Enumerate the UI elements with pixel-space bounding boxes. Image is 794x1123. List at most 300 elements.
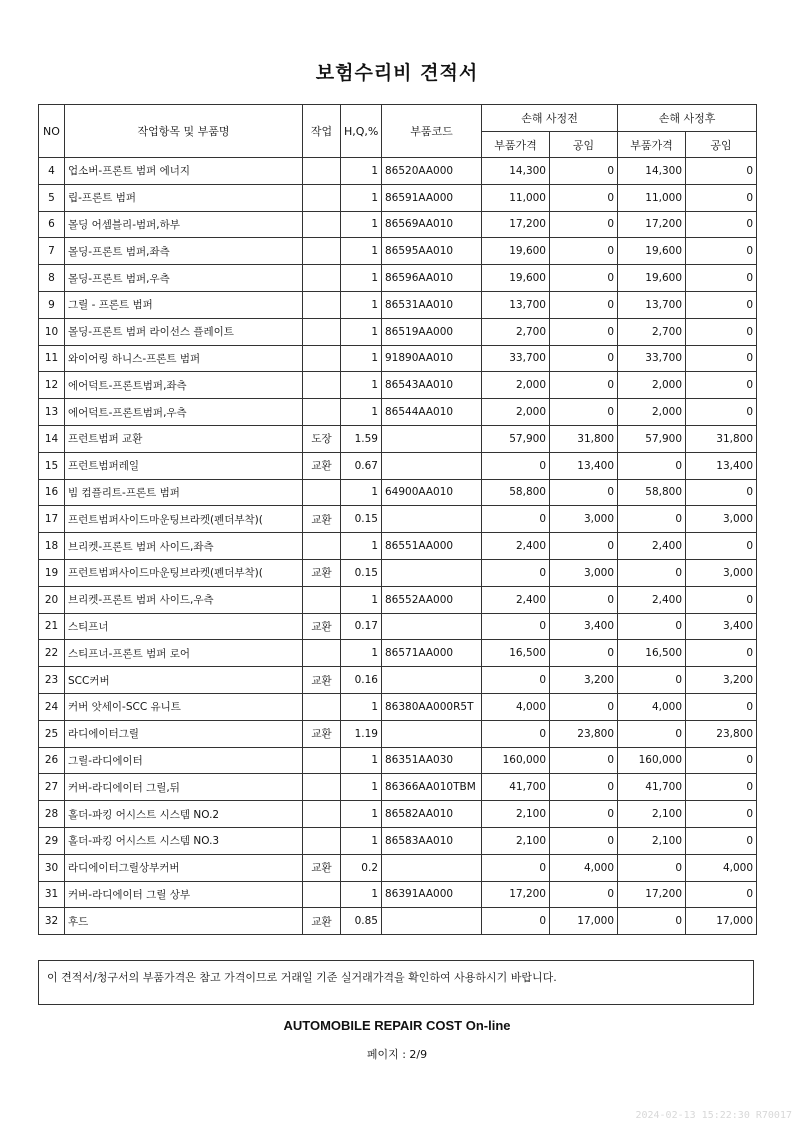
row-item-name: 몰딩-프론트 범퍼 라이선스 플레이트 xyxy=(65,318,303,345)
row-before-labor: 0 xyxy=(550,479,618,506)
row-item-name: 커버 앗세이-SCC 유니트 xyxy=(65,693,303,720)
table-row xyxy=(39,667,757,694)
header-code: 부품코드 xyxy=(382,105,482,158)
row-hq: 1 xyxy=(341,533,382,560)
row-before-labor: 0 xyxy=(550,640,618,667)
row-part-code xyxy=(382,854,482,881)
row-no: 30 xyxy=(39,854,65,881)
table-row xyxy=(39,506,757,533)
row-item-name: 커버-라디에이터 그릴 상부 xyxy=(65,881,303,908)
row-after-price: 16,500 xyxy=(618,640,686,667)
row-no: 26 xyxy=(39,747,65,774)
row-after-price: 41,700 xyxy=(618,774,686,801)
row-before-price: 160,000 xyxy=(482,747,550,774)
estimate-rows xyxy=(39,158,757,935)
table-row xyxy=(39,881,757,908)
row-after-price: 0 xyxy=(618,613,686,640)
table-row xyxy=(39,479,757,506)
row-before-labor: 0 xyxy=(550,291,618,318)
row-after-price: 0 xyxy=(618,559,686,586)
row-after-labor: 0 xyxy=(686,211,757,238)
page-number: 페이지 : 2/9 xyxy=(366,1048,428,1061)
row-hq: 0.16 xyxy=(341,667,382,694)
row-no: 21 xyxy=(39,613,65,640)
table-row xyxy=(39,908,757,935)
row-after-price: 19,600 xyxy=(618,238,686,265)
table-row xyxy=(39,318,757,345)
table-row xyxy=(39,399,757,426)
row-after-price: 4,000 xyxy=(618,693,686,720)
row-item-name: 스티프너 xyxy=(65,613,303,640)
row-before-price: 19,600 xyxy=(482,238,550,265)
row-after-labor: 0 xyxy=(686,827,757,854)
row-item-name: 빔 컴플리트-프론트 범퍼 xyxy=(65,479,303,506)
row-after-price: 2,000 xyxy=(618,372,686,399)
row-after-labor: 31,800 xyxy=(686,425,757,452)
row-part-code: 86552AA000 xyxy=(382,586,482,613)
row-item-name: 후드 xyxy=(65,908,303,935)
row-before-labor: 31,800 xyxy=(550,425,618,452)
footer-brand: AUTOMOBILE REPAIR COST On-line xyxy=(283,1018,511,1033)
row-no: 28 xyxy=(39,801,65,828)
row-no: 18 xyxy=(39,533,65,560)
row-item-name: 그릴 - 프론트 범퍼 xyxy=(65,291,303,318)
row-work-type: 교환 xyxy=(303,854,341,881)
table-row xyxy=(39,801,757,828)
row-after-price: 0 xyxy=(618,908,686,935)
row-no: 20 xyxy=(39,586,65,613)
row-item-name: 몰딩-프론트 범퍼,우측 xyxy=(65,265,303,292)
row-part-code: 86366AA010TBM xyxy=(382,774,482,801)
row-before-price: 19,600 xyxy=(482,265,550,292)
row-after-price: 17,200 xyxy=(618,881,686,908)
table-row xyxy=(39,747,757,774)
row-part-code: 64900AA010 xyxy=(382,479,482,506)
row-hq: 1 xyxy=(341,827,382,854)
row-before-price: 0 xyxy=(482,720,550,747)
row-after-labor: 0 xyxy=(686,372,757,399)
row-item-name: 홀더-파킹 어시스트 시스템 NO.3 xyxy=(65,827,303,854)
row-after-price: 33,700 xyxy=(618,345,686,372)
row-before-price: 16,500 xyxy=(482,640,550,667)
row-before-labor: 0 xyxy=(550,372,618,399)
row-no: 16 xyxy=(39,479,65,506)
row-no: 6 xyxy=(39,211,65,238)
table-row xyxy=(39,345,757,372)
table-row xyxy=(39,854,757,881)
table-row xyxy=(39,586,757,613)
row-before-price: 2,700 xyxy=(482,318,550,345)
row-before-price: 2,000 xyxy=(482,372,550,399)
row-before-price: 58,800 xyxy=(482,479,550,506)
row-after-labor: 3,000 xyxy=(686,506,757,533)
table-row xyxy=(39,211,757,238)
row-before-price: 0 xyxy=(482,854,550,881)
row-after-labor: 17,000 xyxy=(686,908,757,935)
row-after-labor: 0 xyxy=(686,479,757,506)
row-after-labor: 3,400 xyxy=(686,613,757,640)
row-part-code: 86380AA000R5T xyxy=(382,693,482,720)
row-hq: 1 xyxy=(341,238,382,265)
row-after-labor: 0 xyxy=(686,774,757,801)
row-hq: 1 xyxy=(341,640,382,667)
row-before-labor: 13,400 xyxy=(550,452,618,479)
table-row xyxy=(39,720,757,747)
table-row xyxy=(39,184,757,211)
row-no: 9 xyxy=(39,291,65,318)
row-no: 10 xyxy=(39,318,65,345)
row-after-labor: 0 xyxy=(686,693,757,720)
row-hq: 0.17 xyxy=(341,613,382,640)
row-item-name: 몰딩-프론트 범퍼,좌측 xyxy=(65,238,303,265)
row-part-code xyxy=(382,720,482,747)
row-no: 12 xyxy=(39,372,65,399)
row-part-code: 86595AA010 xyxy=(382,238,482,265)
row-after-price: 14,300 xyxy=(618,158,686,185)
row-before-labor: 0 xyxy=(550,774,618,801)
header-hq: H,Q,% xyxy=(341,105,382,158)
row-no: 24 xyxy=(39,693,65,720)
row-after-price: 0 xyxy=(618,720,686,747)
row-after-price: 19,600 xyxy=(618,265,686,292)
row-no: 7 xyxy=(39,238,65,265)
row-part-code: 86351AA030 xyxy=(382,747,482,774)
table-row xyxy=(39,827,757,854)
table-row xyxy=(39,425,757,452)
row-after-labor: 0 xyxy=(686,881,757,908)
row-work-type xyxy=(303,399,341,426)
row-work-type xyxy=(303,345,341,372)
row-after-labor: 0 xyxy=(686,747,757,774)
row-before-labor: 0 xyxy=(550,827,618,854)
row-before-price: 0 xyxy=(482,506,550,533)
table-row xyxy=(39,158,757,185)
header-after-price: 부품가격 xyxy=(618,132,686,158)
row-item-name: 프런트범퍼사이드마운팅브라켓(펜더부착)( xyxy=(65,506,303,533)
row-hq: 1 xyxy=(341,265,382,292)
row-part-code xyxy=(382,506,482,533)
row-after-price: 2,000 xyxy=(618,399,686,426)
row-before-price: 11,000 xyxy=(482,184,550,211)
row-before-labor: 17,000 xyxy=(550,908,618,935)
row-work-type xyxy=(303,533,341,560)
row-after-labor: 4,000 xyxy=(686,854,757,881)
row-after-price: 2,100 xyxy=(618,827,686,854)
row-work-type: 교환 xyxy=(303,452,341,479)
row-hq: 1 xyxy=(341,774,382,801)
row-hq: 1 xyxy=(341,801,382,828)
row-hq: 1 xyxy=(341,881,382,908)
row-item-name: 라디에이터그릴상부커버 xyxy=(65,854,303,881)
row-before-price: 2,000 xyxy=(482,399,550,426)
row-before-price: 2,100 xyxy=(482,827,550,854)
row-item-name: 홀더-파킹 어시스트 시스템 NO.2 xyxy=(65,801,303,828)
row-item-name: 와이어링 하니스-프론트 범퍼 xyxy=(65,345,303,372)
row-after-price: 2,400 xyxy=(618,586,686,613)
row-after-labor: 0 xyxy=(686,533,757,560)
row-after-labor: 0 xyxy=(686,345,757,372)
row-before-labor: 0 xyxy=(550,184,618,211)
row-work-type xyxy=(303,211,341,238)
row-hq: 1 xyxy=(341,693,382,720)
row-part-code: 86591AA000 xyxy=(382,184,482,211)
row-before-labor: 0 xyxy=(550,747,618,774)
row-work-type xyxy=(303,881,341,908)
row-after-price: 0 xyxy=(618,506,686,533)
row-hq: 1 xyxy=(341,158,382,185)
row-after-labor: 3,000 xyxy=(686,559,757,586)
row-no: 13 xyxy=(39,399,65,426)
row-before-price: 13,700 xyxy=(482,291,550,318)
row-before-price: 33,700 xyxy=(482,345,550,372)
table-row xyxy=(39,372,757,399)
row-hq: 1 xyxy=(341,291,382,318)
row-item-name: 스티프너-프론트 범퍼 로어 xyxy=(65,640,303,667)
row-part-code: 91890AA010 xyxy=(382,345,482,372)
row-no: 8 xyxy=(39,265,65,292)
row-before-labor: 0 xyxy=(550,586,618,613)
row-hq: 1 xyxy=(341,399,382,426)
row-work-type xyxy=(303,640,341,667)
row-part-code: 86544AA010 xyxy=(382,399,482,426)
row-before-labor: 4,000 xyxy=(550,854,618,881)
row-work-type xyxy=(303,693,341,720)
row-hq: 0.15 xyxy=(341,559,382,586)
header-before-price: 부품가격 xyxy=(482,132,550,158)
row-hq: 0.67 xyxy=(341,452,382,479)
row-before-labor: 0 xyxy=(550,158,618,185)
row-after-labor: 0 xyxy=(686,291,757,318)
row-no: 32 xyxy=(39,908,65,935)
row-work-type xyxy=(303,479,341,506)
row-part-code: 86551AA000 xyxy=(382,533,482,560)
table-row xyxy=(39,693,757,720)
row-before-price: 0 xyxy=(482,908,550,935)
row-before-labor: 0 xyxy=(550,533,618,560)
row-item-name: 에어덕트-프론트범퍼,좌측 xyxy=(65,372,303,399)
row-item-name: 그릴-라디에이터 xyxy=(65,747,303,774)
header-item: 작업항목 및 부품명 xyxy=(65,105,303,158)
estimate-table xyxy=(38,104,757,935)
row-hq: 1 xyxy=(341,184,382,211)
row-part-code: 86569AA010 xyxy=(382,211,482,238)
row-no: 22 xyxy=(39,640,65,667)
row-work-type xyxy=(303,291,341,318)
row-part-code: 86520AA000 xyxy=(382,158,482,185)
row-before-labor: 3,400 xyxy=(550,613,618,640)
row-hq: 1 xyxy=(341,372,382,399)
row-work-type xyxy=(303,318,341,345)
row-before-labor: 3,000 xyxy=(550,506,618,533)
row-item-name: 몰딩 어셈블리-범퍼,하부 xyxy=(65,211,303,238)
print-timestamp: 2024-02-13 15:22:30 R70017 xyxy=(635,1110,792,1121)
row-work-type: 교환 xyxy=(303,667,341,694)
row-part-code: 86583AA010 xyxy=(382,827,482,854)
row-before-labor: 0 xyxy=(550,345,618,372)
row-no: 4 xyxy=(39,158,65,185)
row-hq: 1 xyxy=(341,211,382,238)
header-before-labor: 공임 xyxy=(550,132,618,158)
row-no: 31 xyxy=(39,881,65,908)
row-after-price: 57,900 xyxy=(618,425,686,452)
row-no: 17 xyxy=(39,506,65,533)
row-after-labor: 0 xyxy=(686,238,757,265)
row-before-price: 17,200 xyxy=(482,881,550,908)
row-work-type xyxy=(303,827,341,854)
row-work-type xyxy=(303,265,341,292)
row-work-type: 교환 xyxy=(303,613,341,640)
row-hq: 0.85 xyxy=(341,908,382,935)
header-work: 작업 xyxy=(303,105,341,158)
row-item-name: 업소버-프론트 범퍼 에너지 xyxy=(65,158,303,185)
row-part-code xyxy=(382,452,482,479)
notice-box xyxy=(38,960,754,1005)
row-after-labor: 0 xyxy=(686,640,757,667)
row-after-labor: 3,200 xyxy=(686,667,757,694)
row-after-price: 2,400 xyxy=(618,533,686,560)
row-no: 11 xyxy=(39,345,65,372)
row-hq: 1 xyxy=(341,345,382,372)
row-before-price: 2,400 xyxy=(482,586,550,613)
row-hq: 1 xyxy=(341,586,382,613)
row-before-price: 0 xyxy=(482,667,550,694)
row-part-code xyxy=(382,667,482,694)
row-before-labor: 0 xyxy=(550,693,618,720)
row-before-labor: 0 xyxy=(550,881,618,908)
row-work-type: 교환 xyxy=(303,506,341,533)
row-after-labor: 0 xyxy=(686,158,757,185)
row-part-code: 86571AA000 xyxy=(382,640,482,667)
row-item-name: 립-프론트 범퍼 xyxy=(65,184,303,211)
row-part-code xyxy=(382,908,482,935)
table-row xyxy=(39,291,757,318)
row-before-price: 0 xyxy=(482,452,550,479)
row-before-labor: 0 xyxy=(550,238,618,265)
document-title: 보험수리비 견적서 xyxy=(315,62,479,84)
table-row xyxy=(39,640,757,667)
row-part-code: 86582AA010 xyxy=(382,801,482,828)
row-hq: 1 xyxy=(341,479,382,506)
row-part-code: 86391AA000 xyxy=(382,881,482,908)
row-after-price: 2,100 xyxy=(618,801,686,828)
table-row xyxy=(39,774,757,801)
row-after-labor: 0 xyxy=(686,399,757,426)
row-after-price: 0 xyxy=(618,854,686,881)
row-before-price: 0 xyxy=(482,559,550,586)
row-work-type xyxy=(303,184,341,211)
row-work-type: 교환 xyxy=(303,559,341,586)
row-after-price: 2,700 xyxy=(618,318,686,345)
row-no: 14 xyxy=(39,425,65,452)
row-before-labor: 0 xyxy=(550,211,618,238)
row-after-price: 13,700 xyxy=(618,291,686,318)
row-item-name: 프런트범퍼사이드마운팅브라켓(펜더부착)( xyxy=(65,559,303,586)
row-work-type xyxy=(303,158,341,185)
row-work-type xyxy=(303,372,341,399)
row-after-labor: 0 xyxy=(686,184,757,211)
row-after-price: 11,000 xyxy=(618,184,686,211)
row-no: 5 xyxy=(39,184,65,211)
row-no: 27 xyxy=(39,774,65,801)
row-item-name: 에어덕트-프론트범퍼,우측 xyxy=(65,399,303,426)
row-hq: 1.19 xyxy=(341,720,382,747)
row-before-price: 57,900 xyxy=(482,425,550,452)
row-work-type xyxy=(303,238,341,265)
row-before-labor: 3,200 xyxy=(550,667,618,694)
header-after-group: 손해 사정후 xyxy=(618,105,757,132)
row-part-code: 86596AA010 xyxy=(382,265,482,292)
row-work-type xyxy=(303,774,341,801)
row-part-code: 86519AA000 xyxy=(382,318,482,345)
row-item-name: SCC커버 xyxy=(65,667,303,694)
row-hq: 0.2 xyxy=(341,854,382,881)
row-before-labor: 3,000 xyxy=(550,559,618,586)
row-no: 23 xyxy=(39,667,65,694)
row-hq: 1 xyxy=(341,318,382,345)
row-before-price: 2,400 xyxy=(482,533,550,560)
row-after-labor: 23,800 xyxy=(686,720,757,747)
row-before-price: 0 xyxy=(482,613,550,640)
table-row xyxy=(39,238,757,265)
row-work-type xyxy=(303,747,341,774)
row-no: 15 xyxy=(39,452,65,479)
header-before-group: 손해 사정전 xyxy=(482,105,618,132)
row-before-price: 17,200 xyxy=(482,211,550,238)
row-after-price: 17,200 xyxy=(618,211,686,238)
row-after-price: 160,000 xyxy=(618,747,686,774)
row-item-name: 프런트범퍼 교환 xyxy=(65,425,303,452)
row-hq: 1 xyxy=(341,747,382,774)
row-item-name: 브리켓-프론트 범퍼 사이드,좌측 xyxy=(65,533,303,560)
row-hq: 0.15 xyxy=(341,506,382,533)
row-work-type: 도장 xyxy=(303,425,341,452)
row-after-labor: 0 xyxy=(686,801,757,828)
row-part-code: 86531AA010 xyxy=(382,291,482,318)
row-part-code: 86543AA010 xyxy=(382,372,482,399)
row-no: 25 xyxy=(39,720,65,747)
row-part-code xyxy=(382,559,482,586)
row-before-labor: 0 xyxy=(550,318,618,345)
table-row xyxy=(39,613,757,640)
table-row xyxy=(39,452,757,479)
row-after-price: 0 xyxy=(618,667,686,694)
table-row xyxy=(39,533,757,560)
row-before-labor: 0 xyxy=(550,801,618,828)
row-item-name: 라디에이터그릴 xyxy=(65,720,303,747)
row-before-price: 4,000 xyxy=(482,693,550,720)
row-no: 19 xyxy=(39,559,65,586)
row-before-labor: 0 xyxy=(550,265,618,292)
row-before-price: 41,700 xyxy=(482,774,550,801)
row-hq: 1.59 xyxy=(341,425,382,452)
row-after-labor: 0 xyxy=(686,265,757,292)
row-after-price: 58,800 xyxy=(618,479,686,506)
row-before-price: 14,300 xyxy=(482,158,550,185)
row-work-type: 교환 xyxy=(303,908,341,935)
row-after-price: 0 xyxy=(618,452,686,479)
row-before-labor: 23,800 xyxy=(550,720,618,747)
row-item-name: 프런트범퍼레일 xyxy=(65,452,303,479)
table-row xyxy=(39,559,757,586)
notice-text: 이 견적서/청구서의 부품가격은 참고 가격이므로 거래일 기준 실거래가격을 확인하여 사용하시기 바랍니다. xyxy=(47,971,557,984)
row-before-labor: 0 xyxy=(550,399,618,426)
row-item-name: 커버-라디에이터 그릴,뒤 xyxy=(65,774,303,801)
header-no: NO xyxy=(39,105,65,158)
row-after-labor: 0 xyxy=(686,586,757,613)
row-item-name: 브리켓-프론트 범퍼 사이드,우측 xyxy=(65,586,303,613)
row-work-type xyxy=(303,801,341,828)
row-before-price: 2,100 xyxy=(482,801,550,828)
